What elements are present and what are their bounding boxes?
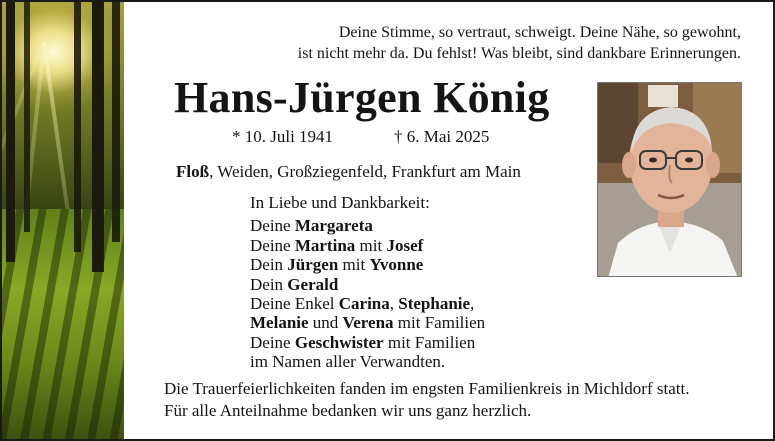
mourner-name: Margareta xyxy=(294,216,373,236)
mourners-intro: In Liebe und Dankbarkeit: xyxy=(250,193,430,212)
mourner-line xyxy=(250,275,485,294)
mourner-name: Melanie xyxy=(250,313,309,333)
place-rest: , Weiden, Großziegenfeld, Frankfurt am Main xyxy=(209,162,521,181)
mourner-text: , xyxy=(470,294,475,314)
verse-line-1: Deine Stimme, so vertraut, schweigt. Deine Nähe, so gewohnt, xyxy=(338,24,741,41)
mourner-line xyxy=(250,352,485,371)
mourner-line xyxy=(250,236,485,255)
mourner-text: mit Familien xyxy=(383,332,476,352)
mourner-line xyxy=(250,255,485,274)
mourner-name: Stephanie xyxy=(398,294,471,314)
mourner-text: Deine xyxy=(250,216,295,236)
places-line xyxy=(176,162,521,182)
footer-line-2: Für alle Anteilnahme bedanken wir uns ganz herzlich. xyxy=(164,401,532,420)
mourner-line xyxy=(250,313,485,332)
mourner-text: im Namen aller Verwandten. xyxy=(250,352,446,372)
footer-line-1: Die Trauerfeierlichkeiten fanden im engsten Familienkreis in Michldorf statt. xyxy=(164,379,690,398)
footer-text xyxy=(164,378,689,422)
mourner-name: Geschwister xyxy=(294,332,384,352)
mourner-line xyxy=(250,216,485,235)
mourner-text: Dein xyxy=(250,274,288,294)
mourner-name: Martina xyxy=(294,235,356,255)
mourner-name: Josef xyxy=(386,235,424,255)
mourner-text: Deine xyxy=(250,235,295,255)
mourner-text: , xyxy=(389,294,399,314)
mourner-name: Verena xyxy=(342,313,394,333)
mourner-text: Deine xyxy=(250,332,295,352)
mourner-text: mit xyxy=(338,255,370,275)
mourner-text: und xyxy=(308,313,343,333)
mourner-name: Yvonne xyxy=(369,255,424,275)
mourner-name: Gerald xyxy=(287,274,339,294)
mourner-line xyxy=(250,333,485,352)
mourner-text: mit Familien xyxy=(393,313,486,333)
mourner-text: Dein xyxy=(250,255,288,275)
mourner-name: Jürgen xyxy=(287,255,339,275)
death-date: † 6. Mai 2025 xyxy=(394,127,490,146)
memorial-verse xyxy=(261,22,741,64)
mourners-list xyxy=(250,193,485,372)
portrait-photo xyxy=(597,82,742,277)
mourner-text: Deine Enkel xyxy=(250,294,339,314)
birth-date: * 10. Juli 1941 xyxy=(232,127,334,146)
verse-line-2: ist nicht mehr da. Du fehlst! Was bleibt, sind dankbare Erinnerungen. xyxy=(297,45,741,62)
place-first: Floß xyxy=(176,162,210,181)
mourner-line xyxy=(250,294,485,313)
deceased-name: Hans-Jürgen König xyxy=(174,73,550,122)
mourner-name: Carina xyxy=(338,294,390,314)
mourner-text: mit xyxy=(355,235,387,255)
forest-sunlight-image xyxy=(2,2,124,439)
